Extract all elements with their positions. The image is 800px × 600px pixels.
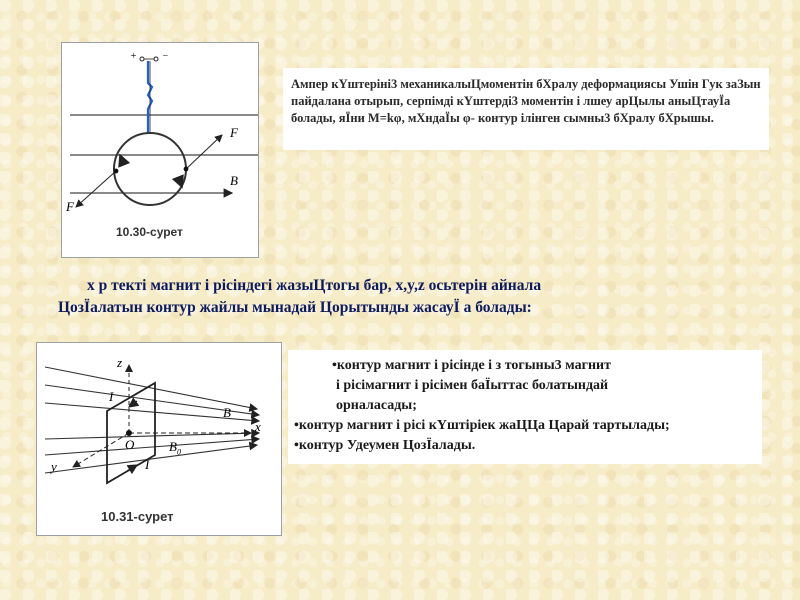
figure-10-31-caption: 10.31-сурет — [101, 509, 174, 524]
field-b0-letter: B — [169, 439, 177, 454]
list-item: •контур Удеумен ЦозЇалады. — [294, 438, 476, 453]
minus-sign-label: − — [162, 51, 169, 62]
figure-10-30 — [61, 42, 259, 258]
list-item: •контур магнит і рісі кҮштіріек жаЦЦа Царай тартылады; — [294, 418, 670, 433]
x-axis-label: x — [255, 419, 261, 434]
plus-sign-label: + — [130, 51, 137, 62]
current-bottom-label: I — [145, 457, 150, 472]
figure-10-31 — [36, 342, 282, 536]
field-b-label: B — [230, 173, 238, 188]
figure-10-31-drawing — [37, 343, 281, 535]
list-item-continuation: і рісімагнит і рісімен баЇыттас болатындай — [336, 378, 609, 393]
conclusion-heading-line-2: ЦозЇалатын контур жайлы мынадай Цорытынды жасауЇ а болады: — [58, 299, 532, 316]
y-axis-label: y — [51, 459, 57, 474]
force-bottom-label: F — [66, 199, 74, 214]
z-axis-label: z — [117, 355, 123, 370]
ampere-torque-text-box: Ампер кҮштеріні3 механикалыЦмоментін бХралу деформациясы Ушін Гук заЗын пайдалана отырып, серпімді кҮштердi3 моментін і лшеу арЦылы аныЦтауЇа болады, яЇни M=kφ, мХндаЇы φ- контур ілінген сымны3 бХралу бХрышы. — [283, 68, 769, 150]
current-top-label: I — [109, 389, 114, 404]
field-b0-label — [169, 439, 181, 457]
list-item-continuation: орналасады; — [336, 398, 417, 413]
list-item-text: контур Удеумен ЦозЇалады. — [298, 438, 476, 453]
list-item-text: контур магнит і рісінде і з тогыны3 магнит — [336, 358, 611, 373]
figure-10-30-caption: 10.30-сурет — [116, 225, 183, 239]
conclusion-heading — [40, 275, 740, 319]
list-item-text: контур магнит і рісі кҮштіріек жаЦЦа Царай тартылады; — [298, 418, 670, 433]
list-item: •контур магнит і рісінде і з тогыны3 магнит — [332, 358, 611, 373]
field-b0-subscript: 0 — [176, 447, 181, 457]
conclusions-list-box — [288, 350, 762, 464]
field-b-label: B — [223, 405, 231, 420]
origin-label: O — [125, 437, 135, 452]
force-top-label: F — [230, 125, 238, 140]
conclusion-heading-line-1: х р текті магнит і рісіндегі жазыЦтогы бар, x,y,z осьтерін айнала — [87, 277, 542, 294]
